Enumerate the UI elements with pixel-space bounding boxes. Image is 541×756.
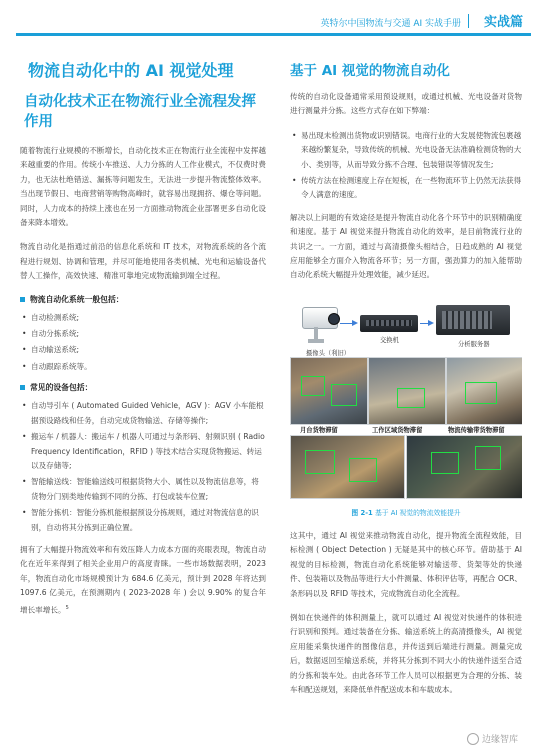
square-bullet-icon: [20, 385, 25, 390]
watermark-text: 边缘智库: [481, 735, 518, 745]
detection-box: [301, 376, 325, 396]
list-item: • 智能输送线：智能输送线可根据货物大小、属性以及物流信息等，将货物分门别类地传输到不同的分拣、打包或装车位置;: [20, 475, 266, 504]
list-item: • 智能分拣机：智能分拣机能根据预设分拣规则，通过对物流信息的识别，自动将其分拣到正确位置。: [20, 506, 266, 535]
wechat-icon: [467, 733, 479, 745]
header-book-title: 英特尔中国物流与交通 AI 实战手册: [320, 19, 461, 29]
left-column: [20, 60, 266, 756]
caption-text: 基于 AI 视觉的物流效能提升: [374, 508, 461, 517]
photo-label-work-area: 工作区域货物滞留: [372, 426, 423, 434]
photo-work-area: [368, 357, 446, 425]
watermark: [464, 731, 521, 746]
list-item: • 自动检测系统;: [20, 311, 266, 325]
footnote-ref: 5: [65, 604, 69, 611]
header-separator: [468, 14, 469, 28]
camera-base: [308, 339, 324, 343]
solution-paragraph: 解决以上问题的有效途径是提升物流自动化各个环节中的识别精确度和速度。基于 AI 视觉来提升物流自动化的效率，是目前物流行业的共识之一。一方面，通过与高清摄像头相结合，日趋成熟的 AI 视觉应用能够全方面介入物流各环节；另一方面，强劲算力的加入能帮助自动化系统大幅提升处理效能，减少延迟。: [290, 212, 522, 280]
server-label: 分析服务器: [458, 340, 490, 348]
market-paragraph: [20, 543, 266, 618]
detection-box: [397, 388, 425, 408]
market-paragraph-text: 拥有了大幅提升物流效率和有效压降人力成本方面的亮眼表现，物流自动化在近年来得到了相关企业用户的高度青睐。一些市场数据表明，2023 年，物流自动化市场规模预计为 684.6 亿美元，预计到 2028 年将达到 1097.6 亿美元，在预测期内 ( 2023-2028 年 ) 会以 9.90% 的复合年增长率增长。: [20, 544, 266, 615]
detection-box: [305, 450, 335, 474]
header-section-label: 实战篇: [483, 15, 523, 30]
server-icon: [436, 305, 510, 335]
right-intro-paragraph: 传统的自动化设备通常采用预设规则，或通过机械、光电设备对货物进行测量并分拣。这些方式存在如下弊端：: [290, 92, 522, 116]
list-item: • 易出现未检测出货物或识别错误。电商行业的大发展使物流包裹越来越纷繁复杂，导致传统的机械、光电设备无法准确检测货物的大小、类别等，从而导致分拣不合理、包装错误等情况发生;: [290, 129, 522, 172]
detection-box: [431, 452, 459, 474]
photo-platform: [290, 357, 368, 425]
detection-paragraph: 这其中，通过 AI 视觉来推动物流自动化，提升物流全流程效能，目标检测 ( Object Detection ) 无疑是其中的核心环节。借助基于 AI 视觉的目标检测，物流自动化系统能够对输送带、货架等处的快递件、包装箱以及物品等进行大小件测量、体积评估等，再配合 OCR、条形码以及 RFID 等技术，完成物流自动化全流程。: [290, 530, 522, 598]
photo-label-conveyor: 物流传输带货物滞留: [448, 426, 505, 434]
camera-label: 摄像头（利旧）: [306, 349, 351, 357]
header-rule: [16, 33, 531, 36]
list-item: • 自动输送系统;: [20, 343, 266, 357]
section-subtitle: 自动化技术正在物流行业全流程发挥作用: [24, 94, 256, 130]
systems-heading-text: 物流自动化系统一般包括：: [30, 294, 124, 304]
detection-box: [331, 384, 357, 406]
switch-ports: [366, 320, 412, 326]
camera-lens-icon: [328, 313, 340, 325]
volume-paragraph: 例如在快递件的体积测量上，就可以通过 AI 视觉对快递件的体积进行识别和预判。通过装备在分拣、输送系统上的高清摄像头，AI 视觉应用能采集快递件的图像信息，并传送到后端进行测量。测量完成后，数据返回至输送系统，并将其分拣到不同大小的快递件送至合适的分拣和装车处。由此各环节工作人员可以根据更为合理的分拣、装车和配送规划，来降低单件配送成本和车载成本。: [290, 612, 522, 694]
square-bullet-icon: [20, 297, 25, 302]
devices-heading-text: 常见的设备包括：: [30, 383, 93, 393]
detection-box: [465, 382, 497, 404]
list-item: • 自动跟踪系统等。: [20, 360, 266, 374]
photo-warehouse: [290, 435, 405, 499]
detection-box: [349, 458, 377, 482]
switch-icon: [360, 315, 418, 332]
list-item: • 搬运车 / 机器人：搬运车 / 机器人可通过与条形码、射频识别 ( Radio Frequency Identification，RFID ) 等技术结合实现货物搬运、转运以及存储等;: [20, 430, 266, 473]
arrow-right-icon: [352, 320, 358, 326]
caption-number: 图 2-1: [351, 508, 373, 517]
photo-sorting: [406, 435, 522, 499]
right-column: [290, 62, 522, 756]
photo-label-platform: 月台货物滞留: [300, 426, 338, 434]
arrow-right-icon: [428, 320, 434, 326]
system-figure: [290, 293, 522, 501]
page-title: 物流自动化中的 AI 视觉处理: [28, 61, 234, 80]
devices-list: [20, 399, 266, 535]
right-section-title: 基于 AI 视觉的物流自动化: [290, 63, 450, 79]
drawbacks-list: [290, 129, 522, 203]
devices-heading: [20, 382, 266, 393]
intro-paragraph: 随着物流行业规模的不断增长，自动化技术正在物流行业全流程中发挥越来越重要的作用。传统小车推送、人力分拣的人工作业模式，不仅费时费力，也无法杜绝错送、漏拣等问题发生，无法进一步提升物流整体效率。当出现节假日、电商营销等购物高峰时，就容易出现拥挤、爆仓等问题。同时，人力成本的持续上涨也在另一方面推动物流企业部署更多自动化设备来降本增效。: [20, 146, 266, 228]
list-item: • 传统方法在检测速度上存在短板，在一些物流环节上仍然无法获得令人满意的速度。: [290, 174, 522, 203]
list-item: • 自动分拣系统;: [20, 327, 266, 341]
server-slots: [442, 311, 492, 329]
figure-caption: [290, 507, 522, 517]
systems-heading: [20, 294, 266, 305]
detection-box: [475, 446, 501, 470]
photo-conveyor: [446, 357, 522, 425]
list-item: • 自动导引车 ( Automated Guided Vehicle，AGV )：AGV 小车能根据预设路线和任务，自动完成货物输送、存储等操作;: [20, 399, 266, 428]
definition-paragraph: 物流自动化是指通过前沿的信息化系统和 IT 技术，对物流系统的各个流程进行规划、协调和管理，并尽可能地使用各类机械、光电和运输设备代替人工操作，高效快速、精准可靠地完成物流输到端全过程。: [20, 242, 266, 281]
systems-list: [20, 311, 266, 375]
switch-label: 交换机: [380, 336, 399, 344]
